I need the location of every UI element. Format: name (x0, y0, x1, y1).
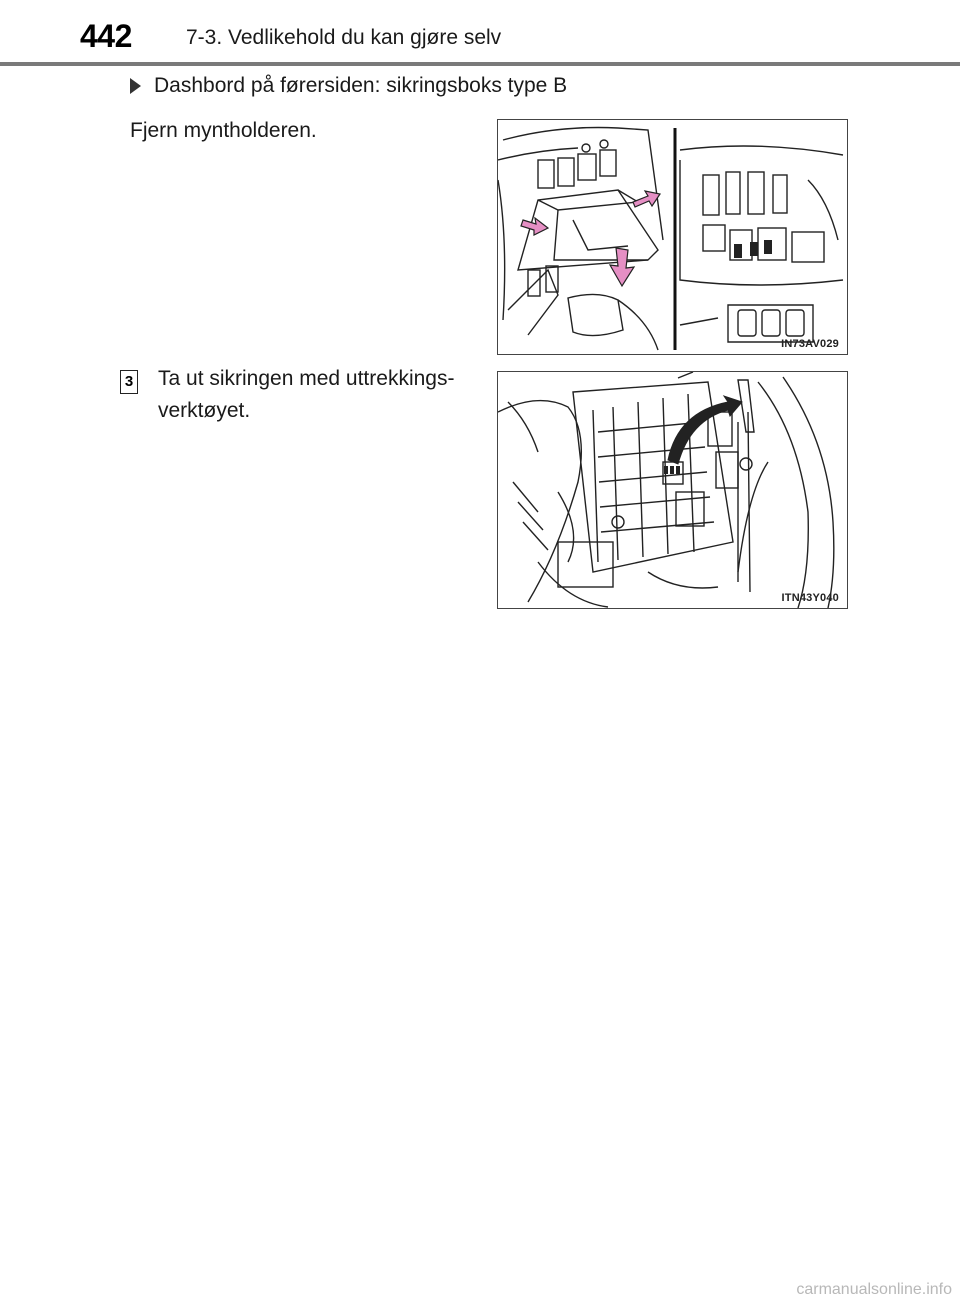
triangle-bullet-icon (130, 78, 141, 94)
page-number: 442 (80, 18, 132, 54)
header-rule (0, 62, 960, 66)
subheading-text: Dashbord på førersiden: sikringsboks type B (154, 74, 568, 97)
section-title: 7-3. Vedlikehold du kan gjøre selv (186, 26, 502, 49)
footer-watermark: carmanualsonline.info (796, 1281, 952, 1298)
instruction-remove-coin-holder: Fjern myntholderen. (130, 119, 317, 142)
coin-holder-illustration (498, 120, 847, 354)
fuse-box-illustration (498, 372, 847, 608)
figure-fuse-box (497, 371, 848, 609)
figure-coin-holder (497, 119, 848, 355)
figure-code-1: IN73AV029 (781, 338, 839, 350)
figure-code-2: ITN43Y040 (781, 592, 839, 604)
subheading (130, 74, 567, 98)
step-3-line-2: verktøyet. (158, 399, 251, 422)
step-number-badge: 3 (120, 370, 138, 394)
step-3-line-1: Ta ut sikringen med uttrekkings- (158, 367, 455, 390)
